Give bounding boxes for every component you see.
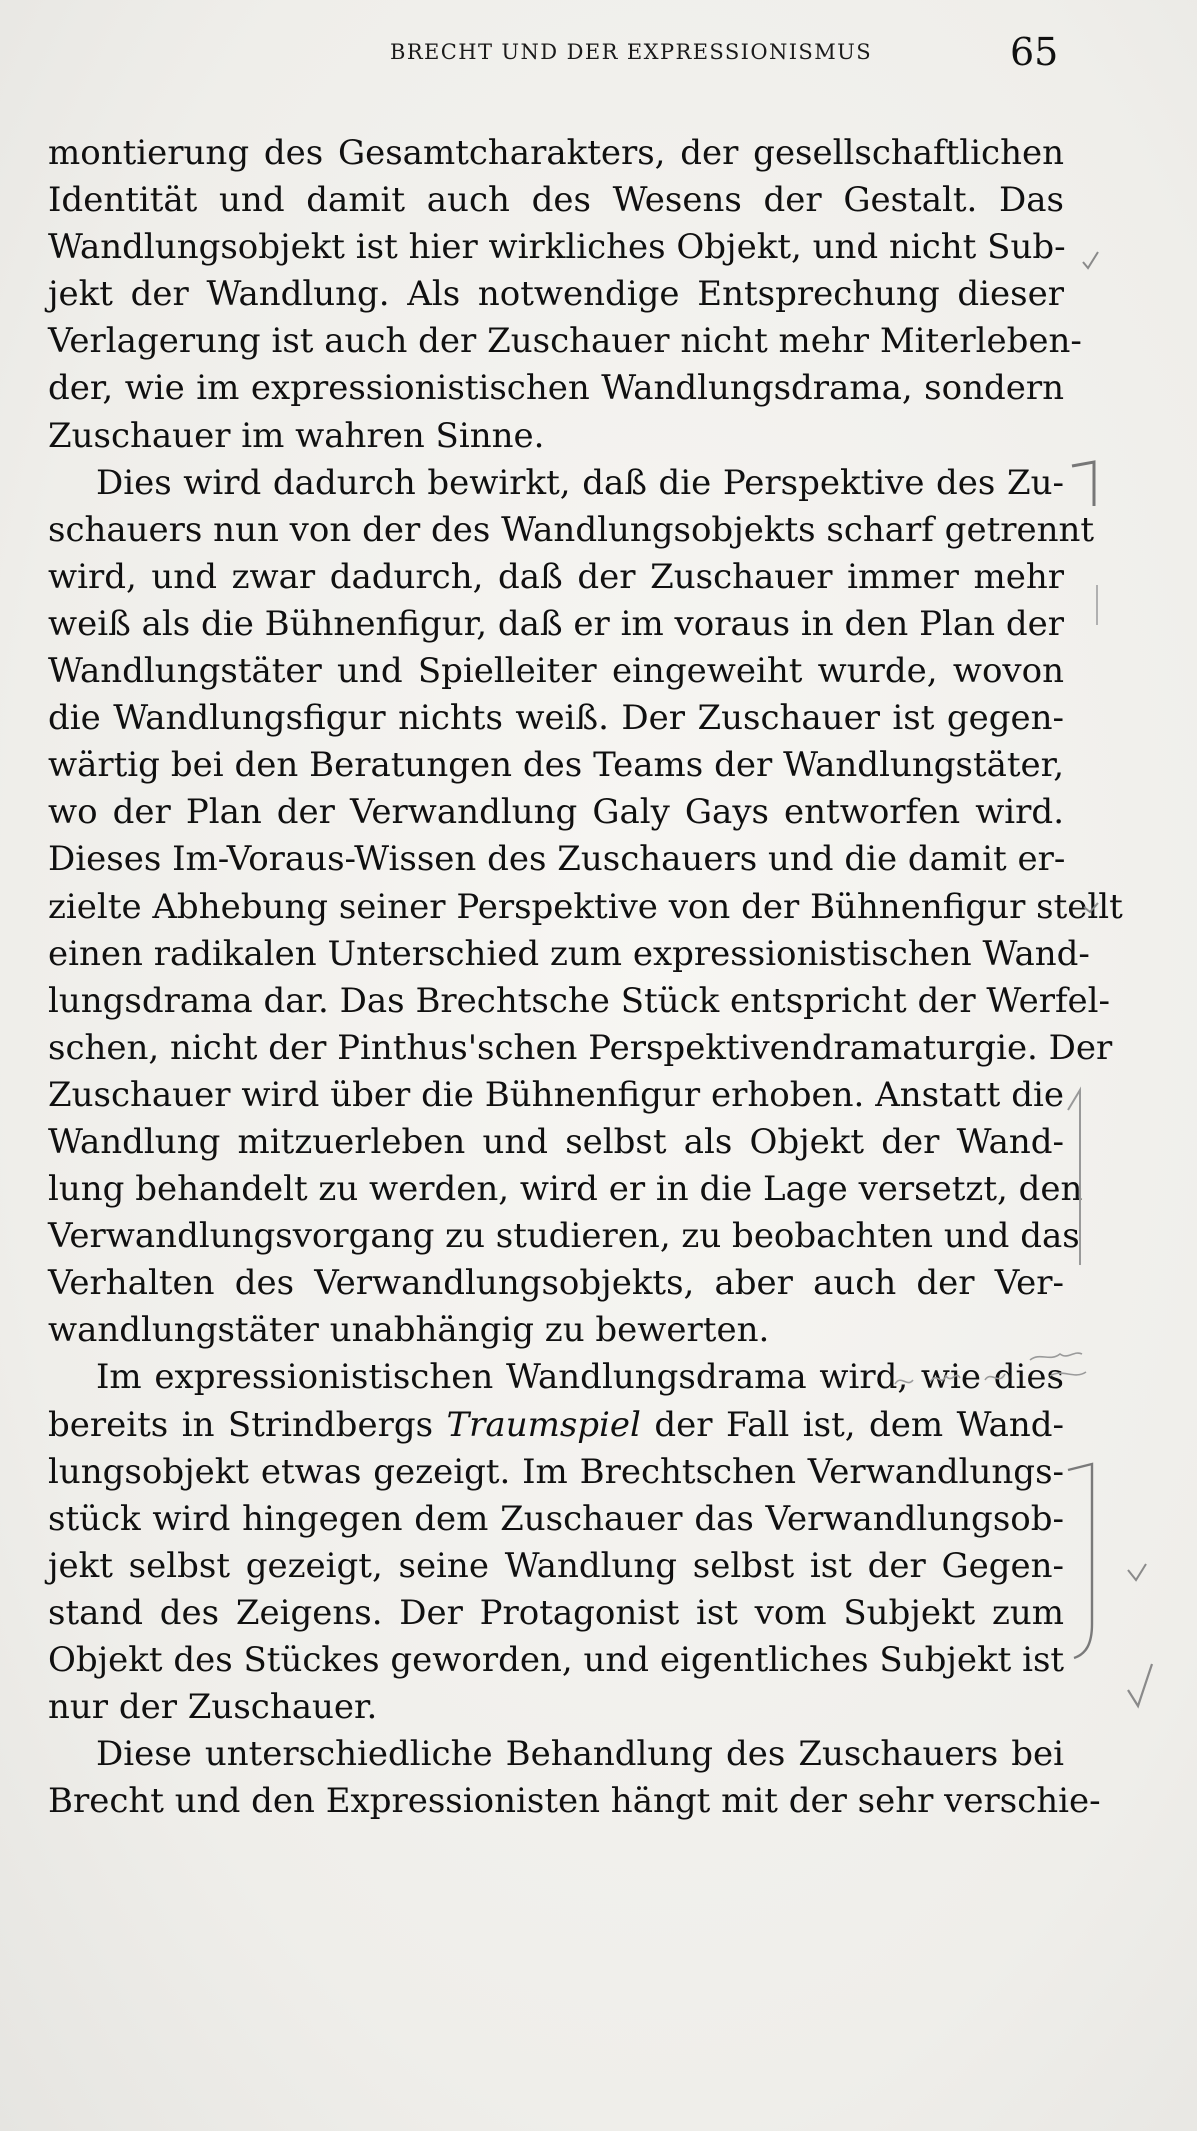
text-segment: die Wandlungsfigur nichts weiß. Der Zuschauer ist gegen-	[48, 698, 1064, 739]
text-segment: Objekt des Stückes geworden, und eigentliches Subjekt ist	[48, 1640, 1065, 1680]
text-line	[48, 1307, 1064, 1354]
text-segment: Dieses Im-Voraus-Wissen des Zuschauers und die damit er-	[48, 839, 1066, 880]
text-segment: Im expressionistischen Wandlungsdrama wird, wie dies	[96, 1357, 1064, 1398]
text-segment: Wandlungstäter und Spielleiter eingeweiht wurde, wovon	[48, 651, 1064, 692]
text-segment: wo der Plan der Verwandlung Galy Gays entworfen wird.	[48, 792, 1064, 833]
text-line	[48, 1496, 1064, 1543]
text-line	[48, 742, 1064, 789]
text-line	[48, 318, 1082, 365]
text-segment: Identität und damit auch des Wesens der Gestalt. Das	[48, 180, 1064, 221]
text-line	[48, 130, 1064, 177]
text-segment: Wandlungsobjekt ist hier wirkliches Objekt, und nicht Sub-	[48, 227, 1066, 268]
text-line	[48, 1354, 1064, 1401]
text-segment: schauers nun von der des Wandlungsobjekts scharf getrennt	[48, 509, 1095, 550]
text-segment: einen radikalen Unterschied zum expressionistischen Wand-	[48, 933, 1090, 974]
text-line	[48, 1025, 1113, 1072]
page-number: 65	[1010, 30, 1059, 74]
text-line	[48, 1260, 1064, 1307]
text-segment: schen, nicht der Pinthus'schen Perspektivendramaturgie. Der	[48, 1027, 1113, 1068]
checkmark-icon	[1128, 1664, 1152, 1706]
text-line	[48, 1590, 1064, 1637]
text-segment: stand des Zeigens. Der Protagonist ist vom Subjekt zum	[48, 1592, 1064, 1633]
text-line	[48, 1402, 1064, 1449]
text-line	[48, 884, 1123, 931]
paragraph	[48, 1354, 1064, 1731]
text-segment: Wandlung mitzuerleben und selbst als Objekt der Wand-	[48, 1121, 1064, 1162]
text-line	[48, 177, 1064, 224]
text-line	[48, 413, 1064, 460]
text-line	[48, 1637, 1064, 1684]
text-line	[48, 648, 1064, 695]
checkmark-icon	[1083, 252, 1098, 268]
text-line	[48, 1072, 1064, 1119]
text-segment: Dies wird dadurch bewirkt, daß die Perspektive des Zu-	[96, 462, 1064, 503]
text-line	[48, 1119, 1064, 1166]
paragraph	[48, 130, 1082, 460]
text-line	[48, 1449, 1064, 1496]
text-segment: wärtig bei den Beratungen des Teams der Wandlungstäter,	[48, 745, 1064, 786]
text-line	[48, 836, 1064, 883]
text-line	[48, 224, 1064, 271]
text-line	[48, 1684, 1064, 1731]
text-segment: weiß als die Bühnenfigur, daß er im voraus in den Plan der	[48, 603, 1064, 644]
text-segment: der Fall ist, dem Wand-	[640, 1404, 1064, 1445]
text-line	[48, 978, 1111, 1025]
text-line	[48, 460, 1064, 507]
bracket-icon	[1068, 1464, 1092, 1658]
text-segment: Brecht und den Expressionisten hängt mit der sehr verschie-	[48, 1781, 1101, 1822]
text-segment: bereits in Strindbergs	[48, 1404, 447, 1445]
body-text	[48, 130, 1123, 1825]
text-segment: Diese unterschiedliche Behandlung des Zuschauers bei	[96, 1734, 1064, 1775]
text-segment: stück wird hingegen dem Zuschauer das Verwandlungsob-	[48, 1498, 1064, 1539]
text-line	[48, 789, 1064, 836]
text-segment: lung behandelt zu werden, wird er in die Lage versetzt, den	[48, 1169, 1083, 1210]
text-segment: der, wie im expressionistischen Wandlungsdrama, sondern	[48, 368, 1064, 409]
paragraph	[48, 1731, 1101, 1825]
running-head: BRECHT UND DER EXPRESSIONISMUS	[390, 40, 872, 64]
text-segment: Verhalten des Verwandlungsobjekts, aber auch der Ver-	[48, 1263, 1064, 1304]
text-segment: Verwandlungsvorgang zu studieren, zu beobachten und das	[48, 1216, 1080, 1257]
text-segment: jekt selbst gezeigt, seine Wandlung selbst ist der Gegen-	[48, 1545, 1064, 1586]
text-segment: montierung des Gesamtcharakters, der gesellschaftlichen	[48, 133, 1064, 173]
text-line	[48, 271, 1064, 318]
italic-title: Traumspiel	[446, 1404, 641, 1445]
text-line	[48, 1731, 1064, 1778]
text-line	[48, 554, 1064, 601]
text-line	[48, 1543, 1064, 1590]
text-line	[48, 1213, 1080, 1260]
checkmark-icon	[1128, 1564, 1146, 1580]
text-segment: lungsdrama dar. Das Brechtsche Stück entspricht der Werfel-	[48, 980, 1111, 1021]
text-segment: nur der Zuschauer.	[48, 1687, 378, 1728]
text-line	[48, 601, 1064, 648]
text-line	[48, 365, 1064, 412]
text-segment: jekt der Wandlung. Als notwendige Entsprechung dieser	[48, 274, 1064, 315]
text-line	[48, 1166, 1083, 1213]
text-segment: wandlungstäter unabhängig zu bewerten.	[48, 1310, 770, 1351]
bracket-icon	[1072, 462, 1094, 506]
text-segment: Verlagerung ist auch der Zuschauer nicht mehr Miterleben-	[48, 321, 1082, 362]
text-line	[48, 1778, 1101, 1825]
text-segment: Zuschauer im wahren Sinne.	[48, 415, 545, 456]
text-line	[48, 507, 1095, 554]
text-segment: wird, und zwar dadurch, daß der Zuschauer immer mehr	[48, 556, 1064, 597]
text-segment: zielte Abhebung seiner Perspektive von der Bühnenfigur stellt	[48, 886, 1123, 927]
text-segment: Zuschauer wird über die Bühnenfigur erhoben. Anstatt die	[48, 1074, 1064, 1115]
text-line	[48, 695, 1064, 742]
paragraph	[48, 460, 1123, 1355]
text-line	[48, 931, 1090, 978]
text-segment: lungsobjekt etwas gezeigt. Im Brechtschen Verwandlungs-	[48, 1451, 1064, 1492]
